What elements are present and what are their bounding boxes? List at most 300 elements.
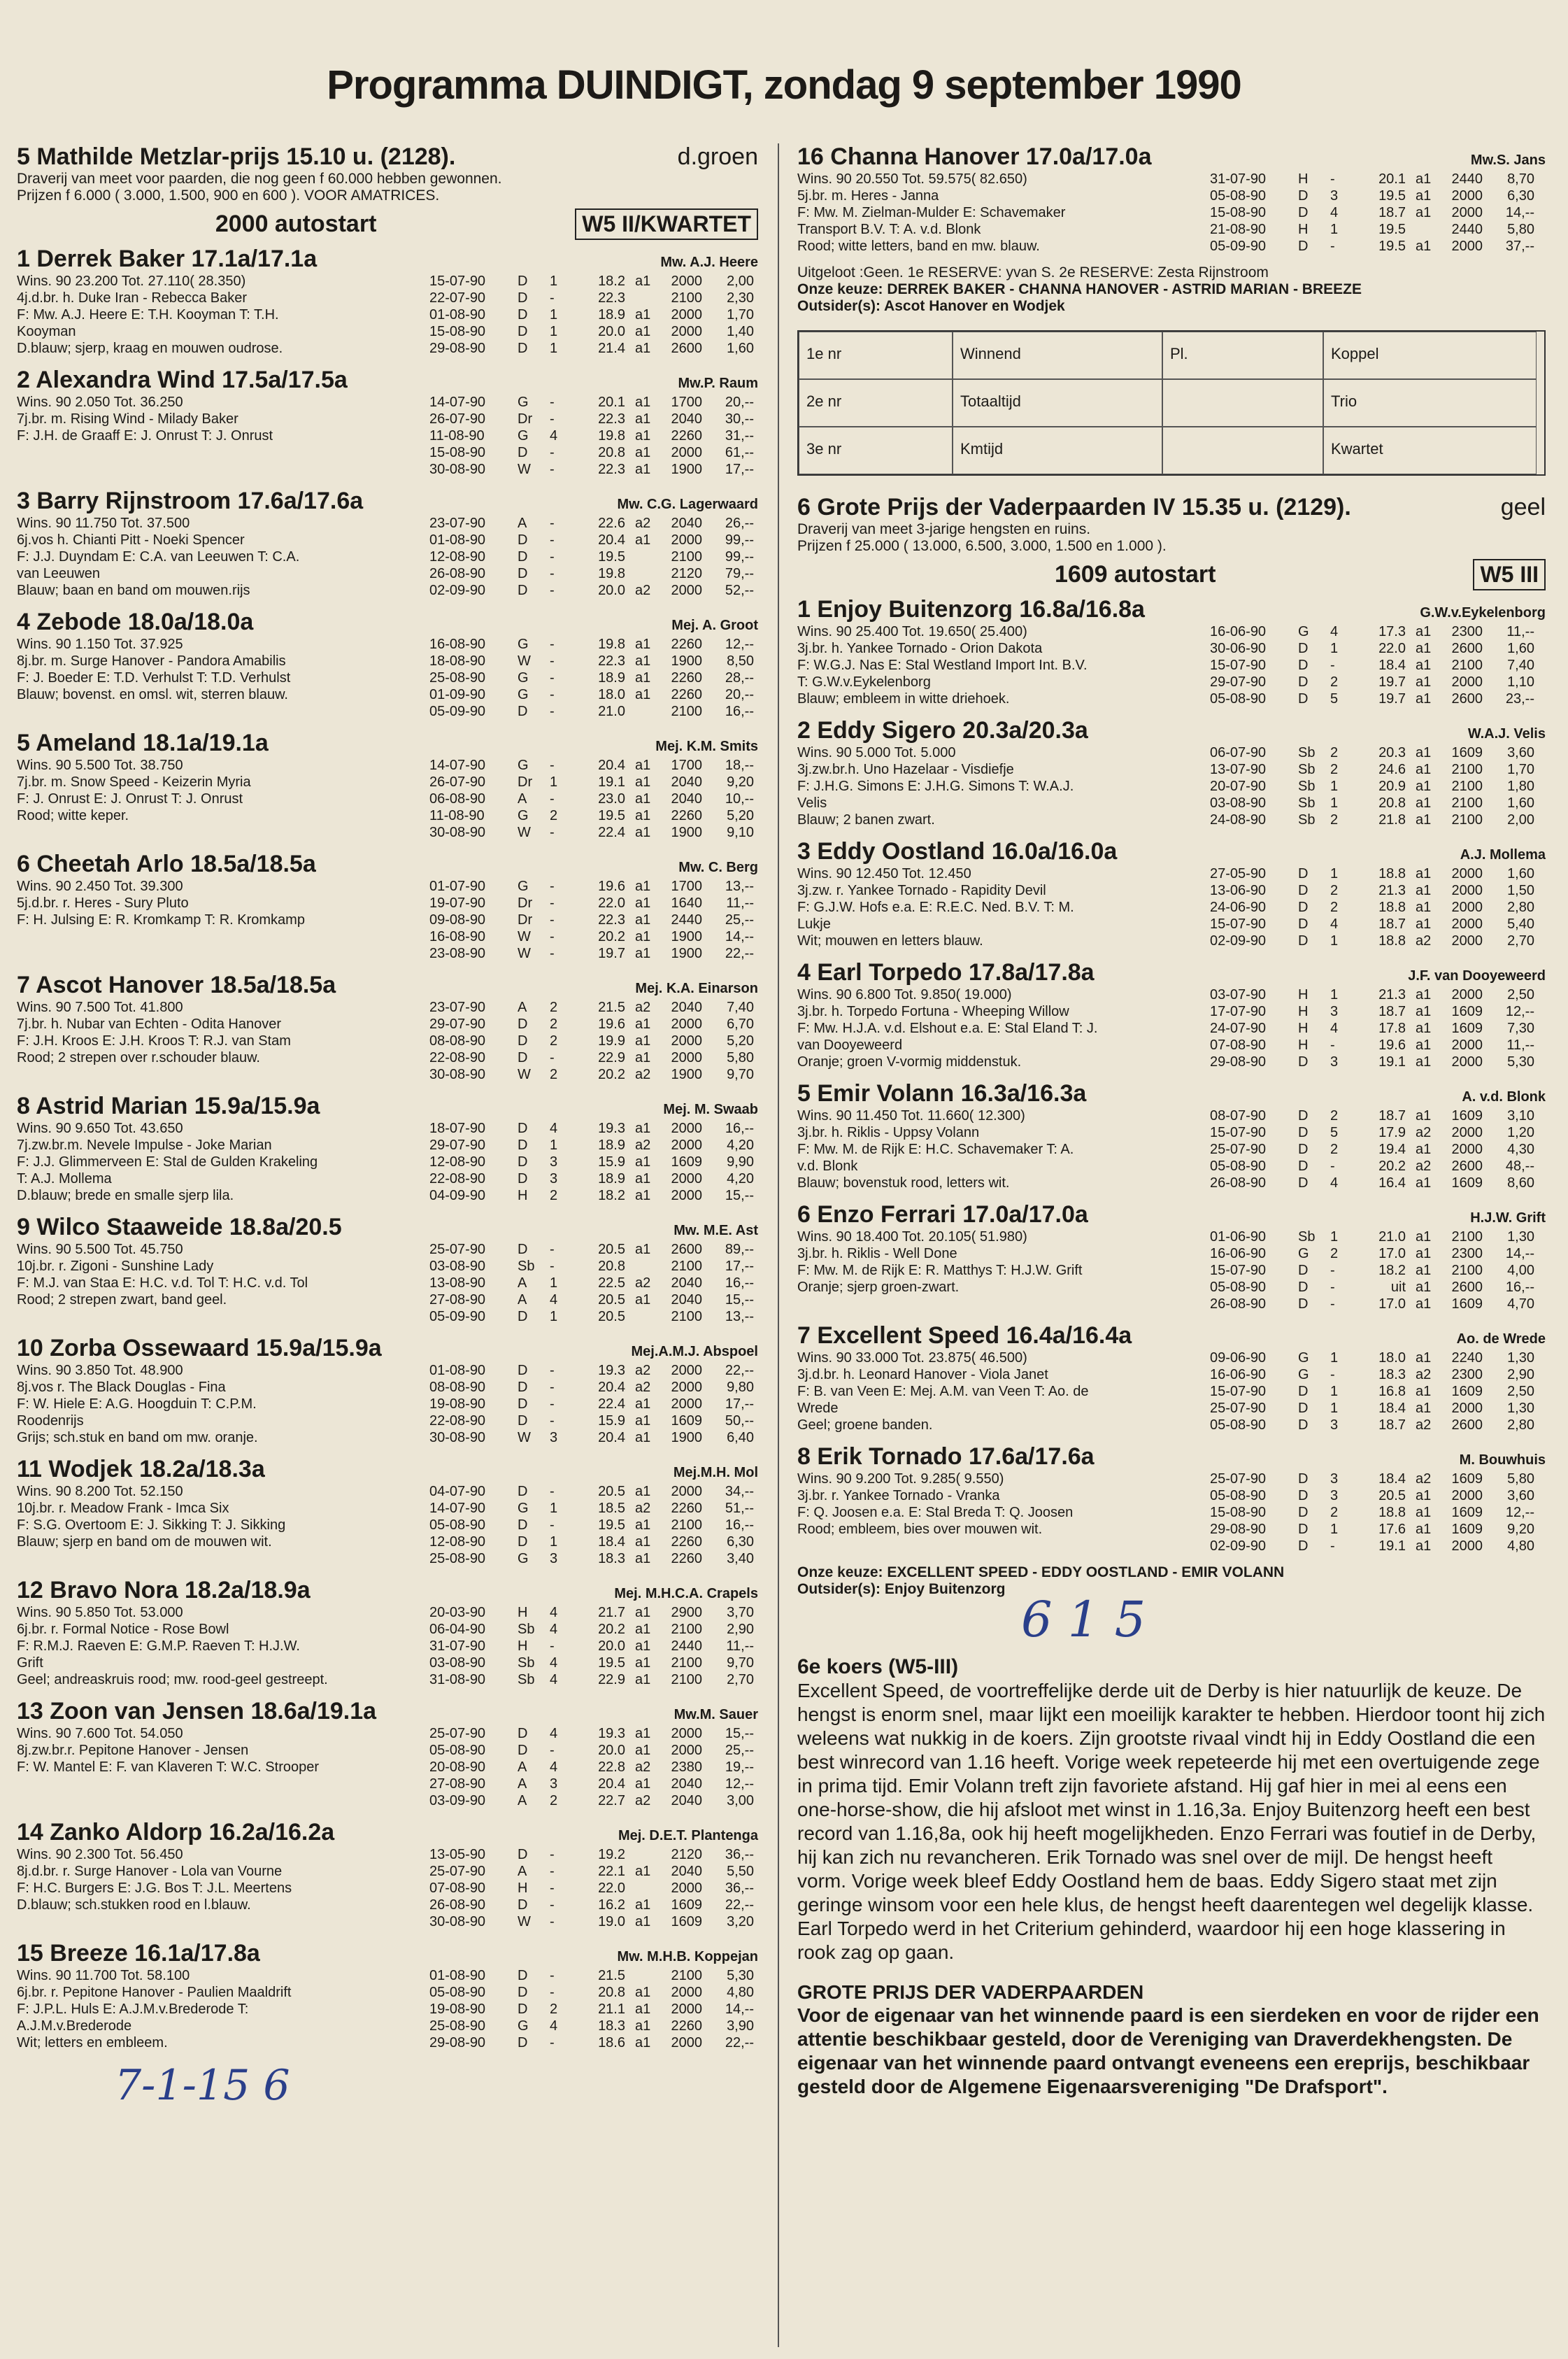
run-place: 1 xyxy=(1330,1350,1339,1366)
run-date: 29-07-90 xyxy=(429,1138,486,1153)
horse-info-line: Wins. 90 7.500 Tot. 41.800 xyxy=(17,1000,183,1015)
run-track: D xyxy=(1298,1522,1309,1537)
horse-runs xyxy=(429,999,758,1083)
run-date: 23-08-90 xyxy=(429,946,486,961)
run-odds: 5,40 xyxy=(1507,916,1534,932)
horse-info-line: T: A.J. Mollema xyxy=(17,1171,112,1186)
run-date: 05-08-90 xyxy=(1210,1280,1267,1295)
horse-info-line: Grijs; sch.stuk en band om mw. oranje. xyxy=(17,1430,258,1445)
handwritten-note-right: 6 1 5 xyxy=(1021,1591,1146,1648)
run-row xyxy=(429,757,758,774)
run-odds: 99,-- xyxy=(725,532,754,548)
run-distance: 2000 xyxy=(671,583,702,598)
run-place: 1 xyxy=(1330,933,1339,949)
horse-info xyxy=(797,865,1210,949)
race-5-choice: Onze keuze: DERREK BAKER - CHANNA HANOVER - ASTRID MARIAN - BREEZE xyxy=(797,281,1362,297)
run-time: 20.0 xyxy=(598,1638,625,1654)
run-odds: 17,-- xyxy=(725,1259,754,1274)
run-handicap: a2 xyxy=(1416,933,1432,949)
horse-name: 14 Zanko Aldorp 16.2a/16.2a xyxy=(17,1819,335,1846)
run-place: 1 xyxy=(1330,987,1339,1003)
run-place: - xyxy=(550,879,555,894)
horse-entry xyxy=(797,838,1546,949)
run-distance: 2040 xyxy=(671,1793,702,1808)
run-date: 25-07-90 xyxy=(1210,1401,1267,1416)
horse-info-line: 7j.br. m. Rising Wind - Milady Baker xyxy=(17,411,238,427)
horse-info-line: Wins. 90 5.000 Tot. 5.000 xyxy=(797,745,956,760)
run-distance: 2000 xyxy=(1451,1054,1483,1070)
horse-header xyxy=(797,143,1546,171)
horse-body xyxy=(17,757,758,841)
run-odds: 9,10 xyxy=(727,825,754,840)
run-row xyxy=(429,2001,758,2018)
run-handicap: a1 xyxy=(635,791,651,807)
run-track: D xyxy=(518,1138,528,1153)
horse-info-line: Wins. 90 5.500 Tot. 45.750 xyxy=(17,1242,183,1257)
run-odds: 25,-- xyxy=(725,1743,754,1758)
run-place: - xyxy=(550,290,555,306)
run-distance: 2260 xyxy=(671,1551,702,1566)
run-row xyxy=(429,1897,758,1913)
run-distance: 2120 xyxy=(671,566,702,581)
horse-info-line: 7j.br. h. Nubar van Echten - Odita Hanover xyxy=(17,1016,281,1032)
run-handicap: a2 xyxy=(1416,1125,1432,1140)
run-track: G xyxy=(1298,624,1309,639)
run-row xyxy=(429,895,758,912)
run-distance: 2000 xyxy=(671,1016,702,1032)
run-date: 02-09-90 xyxy=(1210,1538,1267,1554)
run-row xyxy=(429,306,758,323)
horse-body xyxy=(17,1483,758,1567)
left-column xyxy=(17,143,758,2110)
horse-body xyxy=(17,1967,758,2051)
run-track: A xyxy=(518,791,527,807)
result-box-cell: Pl. xyxy=(1162,332,1323,379)
run-track: A xyxy=(518,1864,527,1879)
run-place: 1 xyxy=(1330,222,1339,237)
run-time: 22.9 xyxy=(598,1050,625,1065)
run-handicap: a1 xyxy=(1416,691,1432,707)
run-odds: 5,80 xyxy=(727,1050,754,1065)
horse-info xyxy=(797,1349,1210,1433)
horse-info xyxy=(17,1483,429,1567)
run-time: 20.3 xyxy=(1378,745,1406,760)
run-time: uit xyxy=(1390,1280,1406,1295)
run-odds: 16,-- xyxy=(725,1275,754,1291)
run-track: Sb xyxy=(1298,745,1316,760)
run-track: H xyxy=(1298,987,1309,1003)
run-track: D xyxy=(518,1121,528,1136)
run-row xyxy=(429,1483,758,1500)
run-place: 4 xyxy=(550,1622,558,1637)
run-place: - xyxy=(550,1638,555,1654)
run-row xyxy=(429,1550,758,1567)
run-place: 1 xyxy=(1330,866,1339,881)
run-date: 03-08-90 xyxy=(429,1259,486,1274)
run-handicap: a1 xyxy=(635,1655,651,1671)
horse-body xyxy=(17,1241,758,1325)
run-track: D xyxy=(1298,1125,1309,1140)
run-place: 2 xyxy=(550,1016,558,1032)
run-row xyxy=(429,1759,758,1776)
run-distance: 2000 xyxy=(1451,987,1483,1003)
run-place: 3 xyxy=(550,1776,558,1792)
run-handicap: a1 xyxy=(1416,1246,1432,1261)
horse-name: 11 Wodjek 18.2a/18.3a xyxy=(17,1456,265,1482)
run-track: D xyxy=(1298,1054,1309,1070)
run-time: 22.4 xyxy=(598,825,625,840)
run-handicap: a1 xyxy=(635,1016,651,1032)
run-time: 20.5 xyxy=(1378,1488,1406,1503)
horse-name: 4 Earl Torpedo 17.8a/17.8a xyxy=(797,959,1095,986)
run-handicap: a1 xyxy=(635,825,651,840)
horse-entry xyxy=(17,1093,758,1204)
run-time: 18.3 xyxy=(598,2018,625,2034)
run-handicap: a1 xyxy=(635,1121,651,1136)
run-distance: 2440 xyxy=(1451,171,1483,187)
horse-info-line: F: J. Onrust E: J. Onrust T: J. Onrust xyxy=(17,791,243,807)
run-track: D xyxy=(518,2002,528,2017)
run-time: 18.4 xyxy=(1378,1401,1406,1416)
run-handicap: a1 xyxy=(1416,812,1432,828)
run-row xyxy=(1210,623,1546,640)
run-distance: 2600 xyxy=(1451,1159,1483,1174)
run-odds: 12,-- xyxy=(1505,1505,1534,1520)
run-track: Sb xyxy=(518,1672,535,1687)
run-row xyxy=(1210,795,1546,812)
run-time: 22.3 xyxy=(598,462,625,477)
run-handicap: a2 xyxy=(635,1000,651,1015)
run-handicap: a1 xyxy=(635,653,651,669)
run-date: 03-08-90 xyxy=(1210,795,1267,811)
race-5-badge: W5 II/KWARTET xyxy=(575,208,758,240)
run-date: 01-08-90 xyxy=(429,532,486,548)
run-odds: 3,40 xyxy=(727,1551,754,1566)
run-distance: 2000 xyxy=(1451,866,1483,881)
run-handicap: a1 xyxy=(635,1897,651,1913)
run-place: 1 xyxy=(550,324,558,339)
run-time: 19.1 xyxy=(1378,1054,1406,1070)
run-time: 21.7 xyxy=(598,1605,625,1620)
horse-info-line: Geel; groene banden. xyxy=(797,1417,933,1433)
run-track: D xyxy=(518,1534,528,1550)
horse-info-line: Wins. 90 5.500 Tot. 38.750 xyxy=(17,758,183,773)
run-handicap: a1 xyxy=(1416,1488,1432,1503)
run-track: D xyxy=(518,1309,528,1324)
run-distance: 2000 xyxy=(671,1743,702,1758)
run-distance: 2000 xyxy=(1451,933,1483,949)
run-odds: 7,30 xyxy=(1507,1021,1534,1036)
horse-body xyxy=(797,1228,1546,1312)
horse-info-line: F: J.J. Duyndam E: C.A. van Leeuwen T: C.A. xyxy=(17,549,300,565)
horse-body xyxy=(17,1604,758,1688)
run-place: - xyxy=(550,687,555,702)
run-track: Sb xyxy=(1298,1229,1316,1245)
run-track: D xyxy=(518,1726,528,1741)
run-row xyxy=(1210,1158,1546,1175)
run-track: D xyxy=(518,532,528,548)
run-track: H xyxy=(1298,1037,1309,1053)
run-distance: 2000 xyxy=(671,532,702,548)
horse-header xyxy=(17,730,758,757)
run-track: Sb xyxy=(518,1655,535,1671)
run-place: 1 xyxy=(550,774,558,790)
run-place: - xyxy=(550,395,555,410)
run-place: 1 xyxy=(1330,1401,1339,1416)
run-place: 2 xyxy=(550,2002,558,2017)
run-place: - xyxy=(550,704,555,719)
run-track: D xyxy=(518,1897,528,1913)
run-date: 05-08-90 xyxy=(1210,1159,1267,1174)
run-time: 21.5 xyxy=(598,1000,625,1015)
run-place: - xyxy=(550,566,555,581)
run-handicap: a2 xyxy=(1416,1367,1432,1382)
horse-runs xyxy=(429,757,758,841)
run-row xyxy=(1210,1471,1546,1487)
horse-header xyxy=(17,851,758,878)
run-place: 3 xyxy=(550,1551,558,1566)
run-row xyxy=(429,582,758,599)
horse-trainer: Ao. de Wrede xyxy=(1456,1331,1546,1347)
run-date: 30-06-90 xyxy=(1210,641,1267,656)
run-row xyxy=(1210,933,1546,949)
horse-info xyxy=(17,757,429,841)
run-track: D xyxy=(1298,188,1309,204)
run-odds: 2,00 xyxy=(1507,812,1534,828)
run-date: 16-08-90 xyxy=(429,637,486,652)
run-distance: 1700 xyxy=(671,395,702,410)
run-odds: 22,-- xyxy=(725,1363,754,1378)
run-row xyxy=(429,2034,758,2051)
run-row xyxy=(429,1362,758,1379)
horse-info-line: D.blauw; brede en smalle sjerp lila. xyxy=(17,1188,234,1203)
run-distance: 2000 xyxy=(671,1363,702,1378)
run-handicap: a1 xyxy=(1416,188,1432,204)
horse-info-line: Blauw; sjerp en band om de mouwen wit. xyxy=(17,1534,272,1550)
run-row xyxy=(429,774,758,791)
run-date: 05-08-90 xyxy=(429,1517,486,1533)
horse-info-line: F: J.H. de Graaff E: J. Onrust T: J. Onrust xyxy=(17,428,273,444)
run-place: 3 xyxy=(1330,1488,1339,1503)
run-date: 31-08-90 xyxy=(429,1672,486,1687)
run-time: 18.7 xyxy=(1378,1417,1406,1433)
run-handicap: a2 xyxy=(1416,1417,1432,1433)
run-track: G xyxy=(518,808,529,823)
run-time: 19.8 xyxy=(598,428,625,444)
horse-trainer: J.F. van Dooyeweerd xyxy=(1408,968,1546,984)
run-place: - xyxy=(550,411,555,427)
horse-info-line: Wins. 90 11.750 Tot. 37.500 xyxy=(17,516,190,531)
run-row xyxy=(429,1671,758,1688)
run-handicap xyxy=(635,1846,660,1863)
run-odds: 5,30 xyxy=(727,1968,754,1983)
horse-trainer: Mej.M.H. Mol xyxy=(673,1465,758,1480)
horse-info-line: D.blauw; sjerp, kraag en mouwen oudrose. xyxy=(17,341,283,356)
run-distance: 1700 xyxy=(671,758,702,773)
horse-trainer: Mw.P. Raum xyxy=(678,376,758,391)
run-time: 19.5 xyxy=(598,1517,625,1533)
run-odds: 99,-- xyxy=(725,549,754,565)
horse-entry xyxy=(17,1940,758,2051)
run-time: 20.8 xyxy=(598,1259,625,1274)
horse-info-line: 8j.d.br. r. Surge Hanover - Lola van Vourne xyxy=(17,1864,283,1879)
run-handicap: a2 xyxy=(635,516,651,531)
run-track: D xyxy=(518,2035,528,2050)
run-row xyxy=(429,1412,758,1429)
run-time: 20.8 xyxy=(598,445,625,460)
run-time: 18.8 xyxy=(1378,933,1406,949)
run-date: 13-08-90 xyxy=(429,1275,486,1291)
run-row xyxy=(429,1655,758,1671)
run-distance: 2100 xyxy=(1451,658,1483,673)
horse-info xyxy=(17,999,429,1083)
run-place: 2 xyxy=(1330,1142,1339,1157)
run-place: - xyxy=(550,912,555,928)
run-row xyxy=(429,686,758,703)
run-odds: 61,-- xyxy=(725,445,754,460)
horse-info-line: F: S.G. Overtoom E: J. Sikking T: J. Sikking xyxy=(17,1517,286,1533)
horse-info-line: Oranje; sjerp groen-zwart. xyxy=(797,1280,960,1295)
run-handicap: a1 xyxy=(1416,795,1432,811)
run-place: - xyxy=(550,2035,555,2050)
horse-info-line: 7j.zw.br.m. Nevele Impulse - Joke Marian xyxy=(17,1138,272,1153)
run-distance: 2040 xyxy=(671,1864,702,1879)
horse-info-line: van Dooyeweerd xyxy=(797,1037,903,1053)
run-odds: 14,-- xyxy=(1505,1246,1534,1261)
run-track: D xyxy=(1298,691,1309,707)
run-place: - xyxy=(550,1517,555,1533)
run-handicap: a1 xyxy=(1416,641,1432,656)
run-handicap: a1 xyxy=(1416,658,1432,673)
run-time: 19.6 xyxy=(598,1016,625,1032)
horse-info-line: 8j.vos r. The Black Douglas - Fina xyxy=(17,1380,226,1395)
run-place: - xyxy=(550,637,555,652)
run-odds: 79,-- xyxy=(725,566,754,581)
run-handicap: a1 xyxy=(635,758,651,773)
horse-runs xyxy=(429,1362,758,1446)
run-row xyxy=(429,824,758,841)
run-place: 3 xyxy=(550,1430,558,1445)
horse-entry xyxy=(17,1335,758,1446)
run-distance: 2600 xyxy=(671,341,702,356)
run-row xyxy=(1210,1349,1546,1366)
run-time: 19.6 xyxy=(598,879,625,894)
horse-info xyxy=(17,1846,429,1930)
horse-info-line: F: B. van Veen E: Mej. A.M. van Veen T: Ao. de xyxy=(797,1384,1089,1399)
horse-header xyxy=(797,717,1546,744)
run-handicap: a1 xyxy=(635,1743,651,1758)
horse-entry xyxy=(797,1443,1546,1554)
run-place: 1 xyxy=(550,341,558,356)
run-time: 17.6 xyxy=(1378,1522,1406,1537)
race-5-color: d.groen xyxy=(677,143,758,170)
run-row xyxy=(429,1863,758,1880)
run-place: 2 xyxy=(550,1793,558,1808)
horse-header xyxy=(17,1335,758,1362)
run-place: 2 xyxy=(1330,745,1339,760)
run-handicap: a1 xyxy=(635,808,651,823)
run-time: 18.4 xyxy=(1378,658,1406,673)
run-distance: 2040 xyxy=(671,1776,702,1792)
run-place: 4 xyxy=(550,1655,558,1671)
horse-runs xyxy=(429,273,758,357)
run-date: 02-09-90 xyxy=(429,583,486,598)
run-date: 12-08-90 xyxy=(429,549,486,565)
run-distance: 2000 xyxy=(1451,916,1483,932)
horse-entry xyxy=(797,959,1546,1070)
run-distance: 2000 xyxy=(671,307,702,323)
article-title: 6e koers (W5-III) xyxy=(797,1655,959,1678)
run-handicap: a1 xyxy=(635,1484,651,1499)
run-handicap xyxy=(1416,221,1441,238)
horse-runs xyxy=(1210,623,1546,707)
run-time: 18.0 xyxy=(598,687,625,702)
run-date: 13-05-90 xyxy=(429,1847,486,1862)
run-track: G xyxy=(518,758,529,773)
run-time: 18.8 xyxy=(1378,866,1406,881)
run-handicap: a1 xyxy=(1416,762,1432,777)
run-place: - xyxy=(550,516,555,531)
run-row xyxy=(429,340,758,357)
run-date: 15-07-90 xyxy=(429,274,486,289)
run-date: 01-08-90 xyxy=(429,1363,486,1378)
run-odds: 6,40 xyxy=(727,1430,754,1445)
run-row xyxy=(429,1517,758,1533)
run-time: 19.8 xyxy=(598,637,625,652)
run-distance: 2900 xyxy=(671,1605,702,1620)
horse-body xyxy=(17,1846,758,1930)
horse-header xyxy=(17,1940,758,1967)
run-time: 18.2 xyxy=(598,274,625,289)
horse-info-line: Wit; mouwen en letters blauw. xyxy=(797,933,983,949)
run-row xyxy=(1210,1504,1546,1521)
run-time: 20.0 xyxy=(598,1743,625,1758)
race-5-last-horse xyxy=(797,143,1546,255)
run-handicap: a1 xyxy=(635,1050,651,1065)
run-track: W xyxy=(518,946,531,961)
horse-info-line: F: J. Boeder E: T.D. Verhulst T: T.D. Verhulst xyxy=(17,670,291,686)
run-place: - xyxy=(550,946,555,961)
horse-info xyxy=(17,1362,429,1446)
run-distance: 2100 xyxy=(671,1622,702,1637)
run-handicap: a2 xyxy=(635,1275,651,1291)
run-row xyxy=(429,636,758,653)
run-track: H xyxy=(518,1188,528,1203)
horse-info xyxy=(17,1604,429,1688)
horse-body xyxy=(17,515,758,599)
run-place: - xyxy=(1330,1367,1335,1382)
run-place: 2 xyxy=(1330,900,1339,915)
run-date: 07-08-90 xyxy=(1210,1037,1267,1053)
run-date: 30-08-90 xyxy=(429,1067,486,1082)
horse-name: 5 Ameland 18.1a/19.1a xyxy=(17,730,269,756)
run-place: - xyxy=(550,462,555,477)
run-distance: 2100 xyxy=(671,1655,702,1671)
run-time: 18.7 xyxy=(1378,1004,1406,1019)
run-row xyxy=(429,565,758,582)
run-handicap: a1 xyxy=(1416,1108,1432,1124)
run-place: - xyxy=(550,1259,555,1274)
run-track: D xyxy=(1298,1175,1309,1191)
run-track: D xyxy=(1298,1384,1309,1399)
run-place: 1 xyxy=(550,274,558,289)
run-distance: 2040 xyxy=(671,791,702,807)
run-track: A xyxy=(518,516,527,531)
horse-entry xyxy=(797,1201,1546,1312)
horse-trainer: M. Bouwhuis xyxy=(1459,1452,1546,1468)
run-handicap: a1 xyxy=(635,1413,651,1429)
run-distance: 2240 xyxy=(1451,1350,1483,1366)
